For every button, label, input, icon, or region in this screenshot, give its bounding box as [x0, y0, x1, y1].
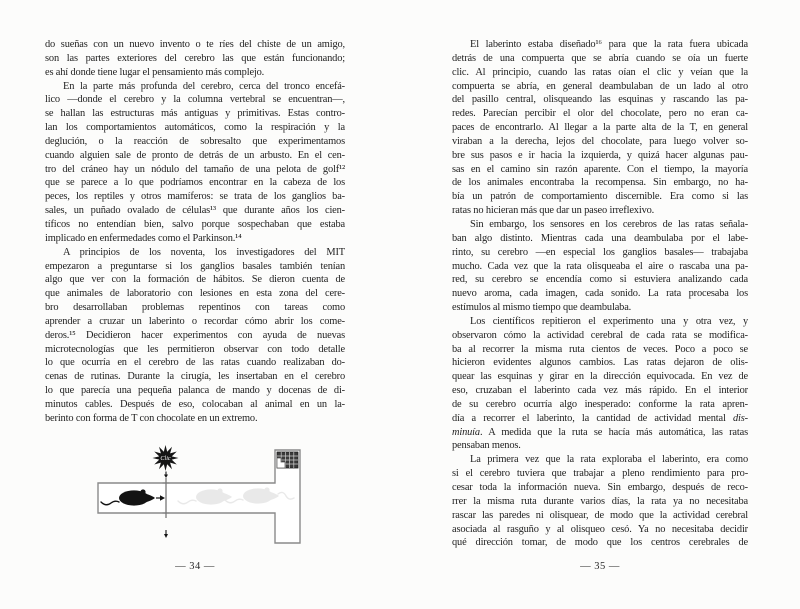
text-line: detrás de una compuerta que se abría cuando se oía un fuerte — [452, 52, 748, 64]
text-line: sales, un puñado ovalado de células¹³ que durante años los cien- — [45, 205, 345, 217]
text-line: algo que ver con la formación de hábitos. Se dieron cuenta de — [45, 274, 345, 286]
clic-burst-icon — [153, 445, 179, 471]
page-number-34: — 34 — — [175, 561, 215, 572]
text-line: quear las esquinas y girar en la dirección equivocada. En vez de — [452, 371, 748, 383]
text-line: do sueñas con un nuevo invento o te ríes del chiste de un amigo, — [45, 39, 345, 50]
clic-label: Clic — [160, 455, 171, 463]
text-line: clic. Al principio, cuando las ratas oían el clic y veían que la — [452, 66, 748, 78]
text-line: lo que ocurría en el cerebro de las ratas cuando realizaban do- — [45, 357, 345, 369]
text-line: ban algo distinto. Mientras cada una deambulaba por el labe- — [452, 232, 748, 244]
text-line: La primera vez que la rata exploraba el laberinto, era como — [470, 454, 748, 466]
text-line: rrer la misma ruta durante varios días, la rata ya no necesitaba — [452, 495, 748, 507]
text-line: rinto, su cerebro —en especial los ganglios basales— trabajaba — [452, 246, 748, 258]
text-line: hicieron evidentes algunos cambios. Las ratas dejaron de olis- — [452, 357, 748, 369]
text-line: En la parte más profunda del cerebro, cerca del tronco encefá- — [63, 80, 345, 92]
text-line: de los animales encontraba la recompensa. Sin embargo, no ha- — [452, 177, 748, 189]
text-line: deglución, o la reacción de sobresalto que experimentamos — [45, 135, 345, 147]
page-35 — [452, 38, 748, 572]
text-line: El laberinto estaba diseñado¹⁶ para que la rata fuera ubicada — [470, 39, 748, 50]
page-34-text — [45, 38, 345, 426]
text-line: mucho. Cada vez que la rata olisqueaba el aire o rascaba una pa- — [452, 260, 748, 272]
page-number-35: — 35 — — [580, 561, 620, 572]
text-line: del pasillo central, olisqueando las esquinas y rascando las pa- — [452, 94, 748, 106]
text-line: nuevo aroma, cada imagen, cada sonido. La rata procesaba los — [452, 288, 748, 300]
page-35-text — [452, 38, 748, 550]
text-line: minuía. A medida que la ruta se hacía más automática, las ratas — [452, 426, 748, 438]
text-line: que animales de laboratorio con lesiones en esta zona del cere- — [45, 288, 345, 300]
text-line: sas en el camino sin razón aparente. Con el tiempo, la mayoría — [452, 163, 748, 175]
text-line: Sin embargo, los sensores en los cerebros de las ratas señala- — [470, 218, 748, 230]
text-line: implicado en enfermedades como el Parkinson.¹⁴ — [45, 232, 242, 244]
text-line: deros.¹⁵ Decidieron hacer experimentos con ayuda de nuevas — [45, 329, 345, 341]
text-line: microtecnologías que les permitieron observar con todo detalle — [45, 343, 345, 355]
text-line: que se parece a lo que podríamos encontrar en la cabeza de los — [45, 177, 345, 189]
text-line: redes. Parecían percibir el olor del chocolate, pero no eran ca- — [452, 108, 748, 120]
text-line: son las partes exteriores del cerebro las que están funcionando; — [45, 52, 345, 64]
text-line: rascar las paredes ni olisquear, de modo que la actividad cerebral — [452, 509, 748, 521]
text-line: compuerta se abría, en general deambulaban de un lado al otro — [452, 80, 748, 92]
text-line: red, su cerebro se encendía como si estuviera analizando cada — [452, 274, 748, 286]
text-line: A principios de los noventa, los investigadores del MIT — [63, 246, 345, 258]
text-line: cenas de rutinas. Durante la cirugía, les insertaban en el cerebro — [45, 371, 345, 383]
text-line: qué dirección tomar, de modo que los centros cerebrales de — [452, 537, 748, 549]
text-line: lan los comportamientos automáticos, como la respiración y la — [45, 122, 345, 134]
text-line: bía un patrón de comportamiento discernible. Era como si las — [452, 191, 748, 203]
text-line: empezaron a preguntarse si los ganglios basales también tenían — [45, 260, 345, 272]
text-line: se hallan las estructuras más antiguas y primitivas. Estas contro- — [45, 108, 345, 120]
text-line: aprender a cruzar un laberinto o recordar cómo abrir los come- — [45, 315, 345, 327]
text-line: día a recorrer el laberinto, la cantidad de actividad mental dis- — [452, 412, 748, 424]
text-line: bre sus pasos e ir hacia la izquierda, y quizá hacer algunas pau- — [452, 149, 748, 161]
text-line: Los científicos repitieron el experimento una y otra vez, y — [470, 315, 748, 327]
text-line: lo que parecía una pequeña palanca de mando y docenas de di- — [45, 385, 345, 397]
text-line: paces de encontrarlo. Al llegar a la parte alta de la T, en general — [452, 122, 748, 134]
text-line: observaron cómo la actividad cerebral de cada rata se modifica- — [452, 329, 748, 341]
text-line: asociada al rasguño y al olisqueo cesó. Ya no necesitaba decidir — [452, 523, 748, 535]
text-line: eso, cruzaban el laberinto cada vez más rápido. En el interior — [452, 385, 748, 397]
text-line: lico —donde el cerebro y la columna vertebral se encuentran—, — [45, 94, 345, 106]
text-line: minutos cables. Después de eso, colocaban al animal en un la- — [45, 398, 345, 410]
text-line: cuando alguien sale de pronto de detrás de un arbusto. En el cen- — [45, 149, 345, 161]
text-line: peces, los reptiles y otros mamíferos: se trata de los ganglios ba- — [45, 191, 345, 203]
text-line: ratas no hicieran más que dar un paseo irreflexivo. — [452, 205, 655, 217]
text-line: si el cerebro tuviera que trabajar a pleno rendimiento para pro- — [452, 468, 748, 480]
text-line: cesar toda la información nueva. Sin embargo, después de reco- — [452, 482, 748, 493]
t-maze-figure — [75, 444, 305, 548]
text-line: ba al recorrer la misma ruta cientos de veces. Poco a poco se — [452, 343, 748, 355]
text-line: pensaban menos. — [452, 440, 521, 452]
text-line: estímulos al mismo tiempo que deambulaba. — [452, 302, 632, 314]
text-line: tro del cráneo hay un nódulo del tamaño de una pelota de golf¹² — [45, 163, 345, 175]
text-line: berinto con forma de T con chocolate en un extremo. — [45, 412, 258, 424]
text-line: bro desarrollaban problemas repentinos con tareas como — [45, 302, 345, 314]
chocolate-icon — [277, 452, 298, 468]
text-line: viraban a la derecha, lejos del chocolate, para luego volver so- — [452, 135, 748, 147]
text-line: de su cerebro ocurría algo inesperado: conforme la rata apren- — [452, 398, 748, 410]
text-line: tíficos no entendían bien, salvo porque sospechaban que estaba — [45, 218, 345, 230]
text-line: es ahí donde tiene lugar el pensamiento más complejo. — [45, 66, 265, 78]
